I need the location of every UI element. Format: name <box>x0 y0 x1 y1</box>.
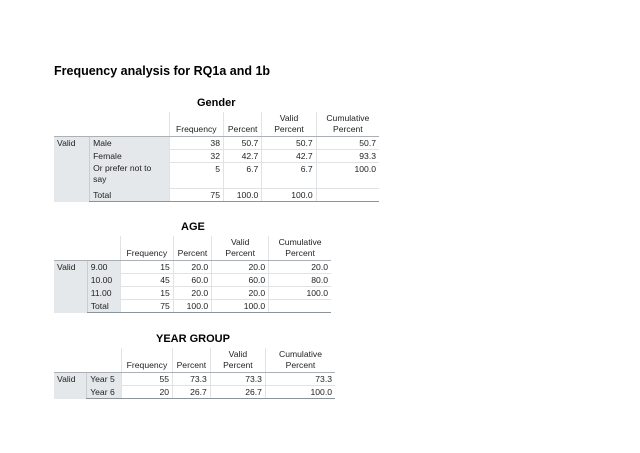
header-blank-cell <box>54 236 120 261</box>
table-row <box>54 300 331 313</box>
cell-cumulative: 20.0 <box>269 261 331 274</box>
cell-valid-percent: 20.0 <box>212 261 269 274</box>
cell-frequency: 20 <box>121 386 172 399</box>
cell-percent: 42.7 <box>223 150 261 163</box>
column-header-cumulative-percent: Cumulative Percent <box>265 348 335 373</box>
cell-frequency: 5 <box>169 163 223 189</box>
age-table-title: AGE <box>181 221 205 233</box>
header-row <box>54 112 379 137</box>
row-label: Year 5 <box>87 373 122 386</box>
row-label: 11.00 <box>87 287 120 300</box>
gender-table <box>54 112 379 202</box>
column-header-valid-percent: Valid Percent <box>262 112 316 137</box>
cell-percent: 100.0 <box>173 300 211 313</box>
cell-frequency: 15 <box>120 287 173 300</box>
cell-valid-percent: 60.0 <box>212 274 269 287</box>
column-header-valid-percent: Valid Percent <box>212 236 269 261</box>
table-row <box>54 189 379 202</box>
cell-cumulative <box>269 300 331 313</box>
cell-percent: 20.0 <box>173 261 211 274</box>
cell-percent: 20.0 <box>173 287 211 300</box>
cell-cumulative: 73.3 <box>265 373 335 386</box>
cell-percent: 6.7 <box>223 163 261 189</box>
table-row <box>54 137 379 150</box>
cell-frequency: 75 <box>120 300 173 313</box>
cell-cumulative: 100.0 <box>316 163 379 189</box>
cell-valid-percent: 42.7 <box>262 150 316 163</box>
cell-percent: 50.7 <box>223 137 261 150</box>
cell-valid-percent: 73.3 <box>210 373 265 386</box>
row-label: Total <box>90 189 170 202</box>
cell-valid-percent: 26.7 <box>210 386 265 399</box>
cell-cumulative: 50.7 <box>316 137 379 150</box>
row-label: Female <box>90 150 170 163</box>
header-blank-cell <box>54 112 169 137</box>
column-header-percent: Percent <box>173 348 211 373</box>
table-row <box>54 150 379 163</box>
row-label: Total <box>87 300 120 313</box>
row-group-label: Valid <box>54 373 87 399</box>
table-row <box>54 261 331 274</box>
age-table <box>54 236 331 313</box>
cell-frequency: 38 <box>169 137 223 150</box>
header-row <box>54 348 335 373</box>
table-row <box>54 373 335 386</box>
cell-percent: 73.3 <box>173 373 211 386</box>
header-row <box>54 236 331 261</box>
cell-cumulative: 93.3 <box>316 150 379 163</box>
cell-valid-percent: 100.0 <box>262 189 316 202</box>
cell-valid-percent: 100.0 <box>212 300 269 313</box>
row-group-label: Valid <box>54 261 87 313</box>
page-title: Frequency analysis for RQ1a and 1b <box>54 64 271 78</box>
column-header-percent: Percent <box>173 236 211 261</box>
row-label: Year 6 <box>87 386 122 399</box>
year-group-table <box>54 348 335 399</box>
gender-table-title: Gender <box>197 97 236 109</box>
table-row <box>54 274 331 287</box>
row-group-label: Valid <box>54 137 90 202</box>
cell-frequency: 32 <box>169 150 223 163</box>
column-header-cumulative-percent: Cumulative Percent <box>269 236 331 261</box>
year-group-table-title: YEAR GROUP <box>156 333 230 345</box>
column-header-percent: Percent <box>223 112 261 137</box>
cell-cumulative: 100.0 <box>265 386 335 399</box>
cell-percent: 60.0 <box>173 274 211 287</box>
cell-cumulative <box>316 189 379 202</box>
cell-frequency: 75 <box>169 189 223 202</box>
column-header-valid-percent: Valid Percent <box>210 348 265 373</box>
column-header-frequency: Frequency <box>121 348 172 373</box>
header-blank-cell <box>54 348 121 373</box>
table-row <box>54 163 379 189</box>
cell-valid-percent: 6.7 <box>262 163 316 189</box>
cell-cumulative: 100.0 <box>269 287 331 300</box>
cell-frequency: 15 <box>120 261 173 274</box>
row-label: Or prefer not to say <box>90 163 170 189</box>
cell-valid-percent: 20.0 <box>212 287 269 300</box>
row-label: 10.00 <box>87 274 120 287</box>
cell-valid-percent: 50.7 <box>262 137 316 150</box>
cell-cumulative: 80.0 <box>269 274 331 287</box>
column-header-cumulative-percent: Cumulative Percent <box>316 112 379 137</box>
cell-frequency: 45 <box>120 274 173 287</box>
table-row <box>54 287 331 300</box>
column-header-frequency: Frequency <box>169 112 223 137</box>
row-label: 9.00 <box>87 261 120 274</box>
column-header-frequency: Frequency <box>120 236 173 261</box>
row-label: Male <box>90 137 170 150</box>
table-row <box>54 386 335 399</box>
cell-percent: 26.7 <box>173 386 211 399</box>
cell-frequency: 55 <box>121 373 172 386</box>
cell-percent: 100.0 <box>223 189 261 202</box>
